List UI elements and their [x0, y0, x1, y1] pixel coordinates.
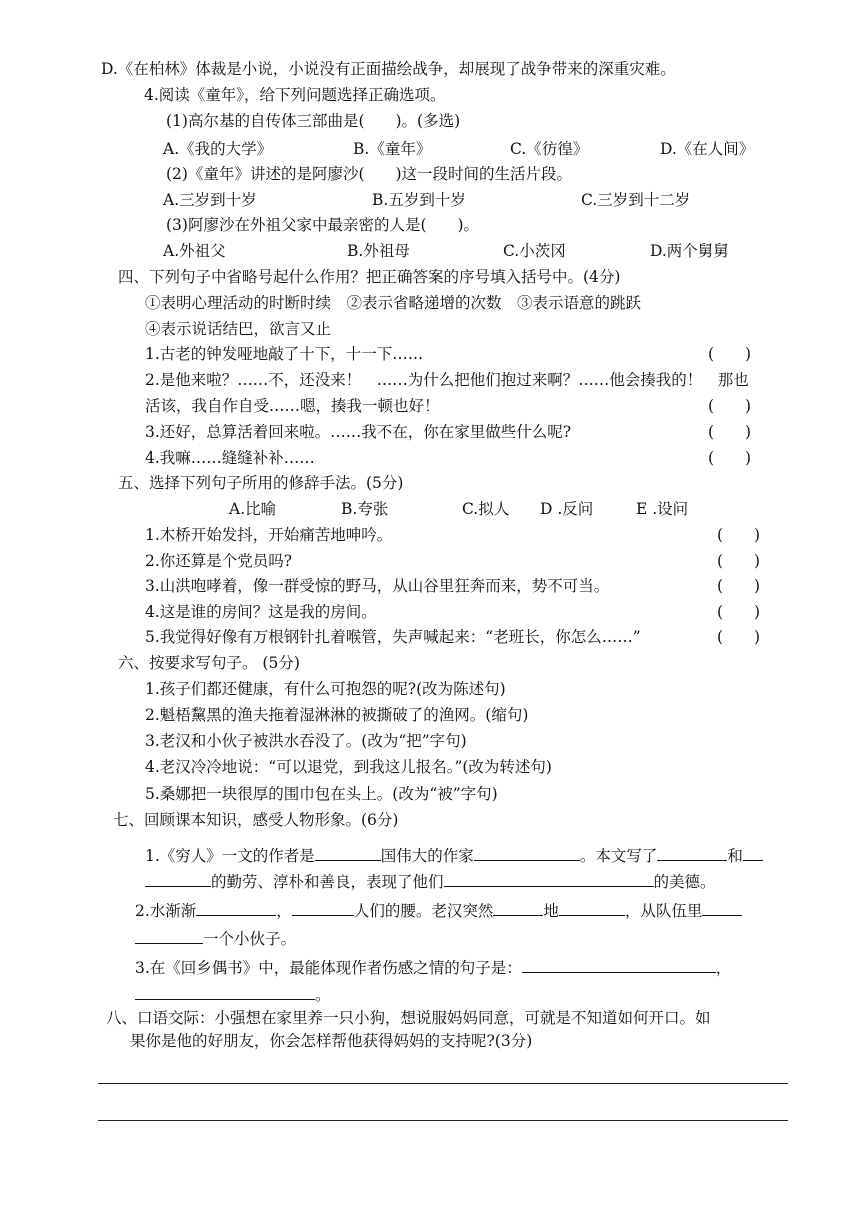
section7-item1-text-f: 的美德。	[653, 873, 716, 891]
q4-sub3-option-c[interactable]: C.小茨冈	[503, 242, 566, 260]
section7-item1-text-e: 的勤劳、淳朴和善良，表现了他们	[211, 873, 444, 891]
section7-item2-text-b: ，	[276, 902, 292, 920]
blank-water-2[interactable]	[292, 900, 354, 916]
q4-sub2-option-b[interactable]: B.五岁到十岁	[372, 191, 466, 209]
blank-poem-1[interactable]	[522, 957, 716, 973]
section5-item-5: 5.我觉得好像有万根钢针扎着喉管，失声喊起来：“老班长，你怎么……”	[145, 628, 641, 646]
section6-item-4: 4.老汉冷冷地说：“可以退党，到我这儿报名。”(改为转述句)	[145, 758, 552, 776]
blank-old-man-1[interactable]	[493, 900, 543, 916]
section4-heading: 四、下列句子中省略号起什么作用？把正确答案的序号填入括号中。(4分)	[118, 268, 621, 286]
section5-option-c: C.拟人	[462, 500, 510, 518]
section5-answer-5[interactable]: ( )	[717, 628, 761, 646]
section5-option-a: A.比喻	[229, 500, 277, 518]
section7-item-1	[145, 845, 763, 865]
section4-answer-1[interactable]: ( )	[708, 345, 752, 363]
section4-item-4: 4.我嘛……缝缝补补……	[145, 449, 315, 467]
q4-sub3-option-b[interactable]: B.外祖母	[347, 242, 410, 260]
section7-item1-text-d: 和	[727, 847, 743, 865]
section5-item-4: 4.这是谁的房间？这是我的房间。	[145, 603, 377, 621]
blank-author[interactable]	[315, 845, 381, 861]
section5-item-3: 3.山洪咆哮着，像一群受惊的野马，从山谷里狂奔而来，势不可当。	[145, 577, 610, 595]
q4-stem: 4.阅读《童年》，给下列问题选择正确选项。	[144, 86, 446, 104]
section5-answer-1[interactable]: ( )	[717, 526, 761, 544]
q4-sub1-option-b[interactable]: B.《童年》	[353, 140, 432, 158]
section4-choices-line1: ①表明心理活动的时断时续 ②表示省略递增的次数 ③表示语意的跳跃	[145, 294, 642, 312]
section7-item3-text-c: 。	[315, 986, 331, 1004]
section7-heading: 七、回顾课本知识，感受人物形象。(6分)	[113, 811, 399, 829]
section5-item-1: 1.木桥开始发抖，开始痛苦地呻吟。	[145, 526, 393, 544]
section4-item-3: 3.还好，总算活着回来啦。……我不在，你在家里做些什么呢?	[145, 423, 572, 441]
section7-item-3	[135, 957, 731, 977]
section8-line2: 果你是他的好朋友，你会怎样帮他获得妈妈的支持呢?(3分)	[130, 1032, 533, 1050]
section7-item1-text-a: 1.《穷人》一文的作者是	[145, 847, 315, 865]
section7-item2-text-f: 一个小伙子。	[203, 930, 297, 948]
blank-poem-2[interactable]	[135, 984, 315, 1000]
option-d-line: D.《在柏林》体裁是小说，小说没有正面描绘战争，却展现了战争带来的深重灾难。	[101, 60, 676, 78]
section7-item2-text-c: 人们的腰。老汉突然	[353, 902, 494, 920]
section4-answer-4[interactable]: ( )	[708, 449, 752, 467]
blank-virtue[interactable]	[444, 871, 654, 887]
section7-item3-text-a: 3.在《回乡偶书》中，最能体现作者伤感之情的句子是：	[135, 959, 522, 977]
section5-answer-4[interactable]: ( )	[717, 603, 761, 621]
answer-line-2[interactable]	[98, 1120, 788, 1121]
section5-heading: 五、选择下列句子所用的修辞手法。(5分)	[118, 474, 404, 492]
section5-item-2: 2.你还算是个党员吗?	[145, 552, 293, 570]
section7-item2-text-d: 地	[543, 902, 559, 920]
section7-item-2-cont	[135, 928, 296, 948]
q4-sub1-option-d[interactable]: D.《在人间》	[660, 140, 755, 158]
section4-choices-line2: ④表示说话结巴，欲言又止	[145, 320, 332, 338]
section5-answer-3[interactable]: ( )	[717, 577, 761, 595]
section5-option-b: B.夸张	[341, 500, 389, 518]
section7-item-1-cont	[145, 871, 716, 891]
section5-answer-2[interactable]: ( )	[717, 552, 761, 570]
q4-sub1-option-c[interactable]: C.《彷徨》	[510, 140, 589, 158]
q4-sub1-option-a[interactable]: A.《我的大学》	[163, 140, 273, 158]
blank-writer[interactable]	[474, 845, 580, 861]
q4-sub3-option-d[interactable]: D.两个舅舅	[650, 242, 729, 260]
section4-item-1: 1.古老的钟发哑地敲了十下，十一下……	[145, 345, 424, 363]
q4-sub3-option-a[interactable]: A.外祖父	[163, 242, 226, 260]
section7-item3-text-b: ，	[715, 959, 732, 977]
section4-item-2-cont: 活该，我自作自受……嗯，揍我一顿也好！	[145, 397, 440, 415]
section7-item-3-cont	[135, 984, 331, 1004]
section7-item2-text-e: ，从队伍里	[624, 902, 703, 920]
q4-sub2-option-c[interactable]: C.三岁到十二岁	[581, 191, 691, 209]
answer-line-1[interactable]	[98, 1083, 788, 1084]
section7-item2-text-a: 2.水渐渐	[135, 902, 197, 920]
section7-item1-text-b: 国伟大的作家	[380, 847, 474, 865]
section5-option-d: D .反问	[540, 500, 594, 518]
q4-sub3: (3)阿廖沙在外祖父家中最亲密的人是( )。	[166, 216, 480, 234]
blank-old-man-2[interactable]	[559, 900, 625, 916]
blank-water-1[interactable]	[196, 900, 276, 916]
blank-person-1[interactable]	[657, 845, 727, 861]
section7-item-2	[135, 900, 742, 920]
section8-heading: 八、口语交际：小强想在家里养一只小狗，想说服妈妈同意，可就是不知道如何开口。如	[106, 1009, 711, 1027]
section6-item-5: 5.桑娜把一块很厚的围巾包在头上。(改为“被”字句)	[145, 785, 498, 803]
section5-option-e: E .设问	[636, 500, 689, 518]
section6-item-3: 3.老汉和小伙子被洪水吞没了。(改为“把”字句)	[145, 732, 467, 750]
section4-answer-3[interactable]: ( )	[708, 423, 752, 441]
section7-item1-text-c: 。本文写了	[579, 847, 658, 865]
q4-sub2-option-a[interactable]: A.三岁到十岁	[163, 191, 257, 209]
section6-heading: 六、按要求写句子。 (5分)	[118, 654, 300, 672]
section4-item-2: 2.是他来啦？……不，还没来！ ……为什么把他们抱过来啊？……他会揍我的！ 那也	[145, 371, 749, 389]
q4-sub2: (2)《童年》讲述的是阿廖沙( )这一段时间的生活片段。	[166, 165, 573, 183]
blank-pull-b[interactable]	[135, 928, 203, 944]
q4-sub1: (1)高尔基的自传体三部曲是( )。(多选)	[166, 112, 461, 130]
blank-person-2b[interactable]	[145, 871, 211, 887]
section4-answer-2[interactable]: ( )	[708, 397, 752, 415]
section6-item-2: 2.魁梧黧黑的渔夫拖着湿淋淋的被撕破了的渔网。(缩句)	[145, 706, 529, 724]
blank-person-2a[interactable]	[743, 845, 763, 861]
section6-item-1: 1.孩子们都还健康，有什么可抱怨的呢?(改为陈述句)	[145, 680, 506, 698]
blank-pull-a[interactable]	[702, 900, 742, 916]
